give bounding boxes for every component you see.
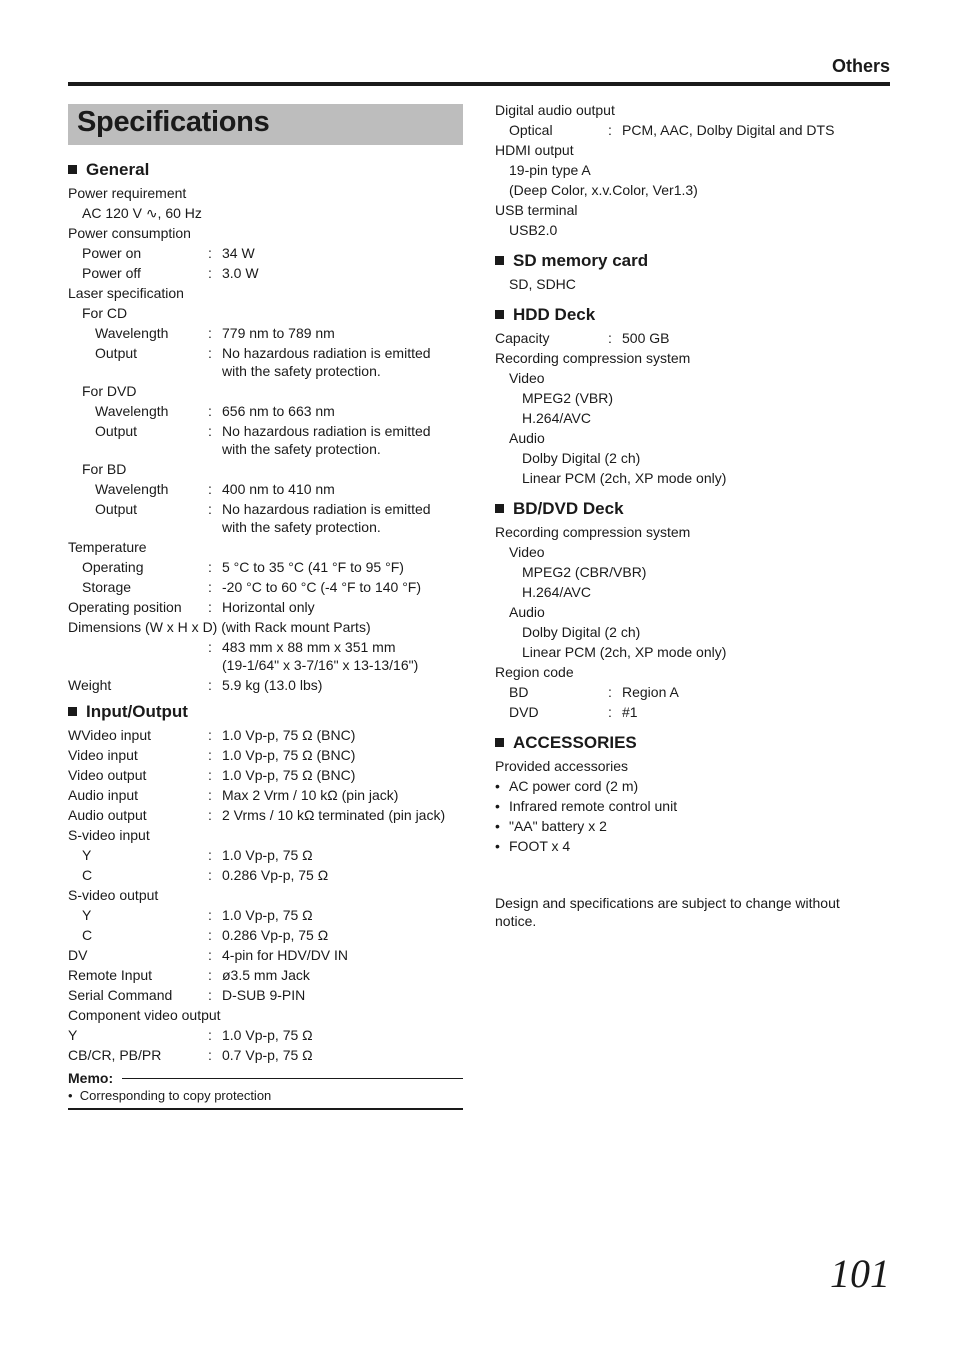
- spec-row: [495, 428, 890, 448]
- spec-label: MPEG2 (CBR/VBR): [522, 564, 647, 580]
- spec-separator: :: [208, 423, 212, 439]
- bd-specs: [495, 522, 890, 722]
- spec-separator: :: [208, 1047, 212, 1063]
- spec-row: [495, 408, 890, 428]
- spec-label: Output: [95, 501, 138, 517]
- spec-row: [68, 479, 463, 499]
- spec-label: For CD: [82, 305, 128, 321]
- spec-value: [222, 745, 355, 764]
- spec-row: [495, 448, 890, 468]
- spec-value-line: No hazardous radiation is emitted: [222, 501, 431, 517]
- spec-value: [222, 785, 398, 804]
- square-bullet-icon: [495, 504, 504, 513]
- spec-value: [222, 323, 335, 342]
- spec-value-line: 1.0 Vp-p, 75 Ω (BNC): [222, 767, 356, 783]
- spec-label: H.264/AVC: [522, 584, 591, 600]
- spec-row: [68, 223, 463, 243]
- spec-row: [68, 537, 463, 557]
- spec-label: Y: [82, 907, 92, 923]
- spec-separator: :: [208, 501, 212, 517]
- bullet-icon: •: [495, 818, 500, 834]
- spec-label: Audio: [509, 430, 545, 446]
- spec-separator: :: [208, 325, 212, 341]
- spec-label: Y: [82, 847, 92, 863]
- spec-separator: :: [208, 767, 212, 783]
- spec-row: [68, 401, 463, 421]
- spec-value-line: ø3.5 mm Jack: [222, 967, 310, 983]
- spec-row: [68, 597, 463, 617]
- section-label: Others: [831, 56, 890, 76]
- spec-label: CB/CR, PB/PR: [68, 1047, 162, 1063]
- spec-row: [495, 468, 890, 488]
- spec-separator: :: [208, 867, 212, 883]
- spec-label: Component video output: [68, 1007, 221, 1023]
- spec-row: [68, 885, 463, 905]
- spec-value: [222, 675, 322, 694]
- spec-label: Wavelength: [95, 481, 169, 497]
- spec-row: [68, 925, 463, 945]
- spec-value: [222, 597, 315, 616]
- memo-heading: Memo:: [68, 1070, 463, 1086]
- spec-label: HDMI output: [495, 142, 574, 158]
- spec-row: [68, 745, 463, 765]
- spec-value-line: #1: [622, 704, 638, 720]
- spec-row: [495, 522, 890, 542]
- accessories-list: [495, 776, 890, 856]
- spec-label: C: [82, 927, 93, 943]
- spec-row: [68, 905, 463, 925]
- spec-value-line: -20 °C to 60 °C (-4 °F to 140 °F): [222, 579, 422, 595]
- right-column: [495, 100, 890, 856]
- spec-value-line: 34 W: [222, 245, 255, 261]
- spec-label: Optical: [509, 122, 553, 138]
- square-bullet-icon: [68, 707, 77, 716]
- spec-separator: :: [208, 787, 212, 803]
- accessory-label: Infrared remote control unit: [509, 798, 678, 814]
- spec-separator: :: [208, 403, 212, 419]
- sd-heading: SD memory card: [495, 248, 890, 274]
- spec-row: [495, 562, 890, 582]
- spec-separator: :: [208, 847, 212, 863]
- spec-row: [68, 945, 463, 965]
- spec-row: [495, 274, 890, 294]
- spec-label: Temperature: [68, 539, 147, 555]
- spec-separator: :: [208, 1027, 212, 1043]
- spec-separator: :: [208, 967, 212, 983]
- spec-separator: :: [608, 122, 612, 138]
- spec-row: [68, 303, 463, 323]
- spec-separator: :: [208, 245, 212, 261]
- spec-label: Digital audio output: [495, 102, 615, 118]
- spec-label: Y: [68, 1027, 78, 1043]
- spec-label: For DVD: [82, 383, 137, 399]
- spec-label: AC 120 V ∿, 60 Hz: [82, 205, 202, 221]
- spec-label: Output: [95, 345, 138, 361]
- spec-label: SD, SDHC: [509, 276, 576, 292]
- accessories-heading: ACCESSORIES: [495, 730, 890, 756]
- spec-separator: :: [208, 345, 212, 361]
- accessory-label: "AA" battery x 2: [509, 818, 607, 834]
- bullet-icon: •: [495, 798, 500, 814]
- page-number: 101: [830, 1251, 890, 1296]
- spec-value-line: 2 Vrms / 10 kΩ terminated (pin jack): [222, 807, 446, 823]
- spec-label: MPEG2 (VBR): [522, 390, 614, 406]
- spec-value-line: 4-pin for HDV/DV IN: [222, 947, 349, 963]
- spec-row: [68, 845, 463, 865]
- spec-separator: :: [608, 704, 612, 720]
- spec-label: Audio input: [68, 787, 139, 803]
- bd-heading: BD/DVD Deck: [495, 496, 890, 522]
- spec-row: [68, 1025, 463, 1045]
- spec-label: Recording compression system: [495, 524, 691, 540]
- spec-value-line: 5 °C to 35 °C (41 °F to 95 °F): [222, 559, 404, 575]
- spec-row: [495, 120, 890, 140]
- spec-row: [495, 200, 890, 220]
- spec-value-line: with the safety protection.: [222, 363, 381, 379]
- spec-label: Recording compression system: [495, 350, 691, 366]
- spec-label: Video output: [68, 767, 147, 783]
- spec-label: Weight: [68, 677, 112, 693]
- spec-label: Audio output: [68, 807, 147, 823]
- memo-bottom-rule: [68, 1108, 463, 1110]
- spec-label: Video input: [68, 747, 138, 763]
- spec-row: [68, 381, 463, 401]
- spec-label: Operating position: [68, 599, 182, 615]
- spec-label: Linear PCM (2ch, XP mode only): [522, 644, 727, 660]
- spec-value: [622, 120, 834, 139]
- spec-row: [495, 682, 890, 702]
- square-bullet-icon: [495, 738, 504, 747]
- left-column: [68, 155, 463, 1065]
- square-bullet-icon: [495, 310, 504, 319]
- spec-value: [222, 499, 431, 536]
- spec-value: [622, 702, 638, 721]
- spec-value: [222, 765, 355, 784]
- spec-value-line: No hazardous radiation is emitted: [222, 423, 431, 439]
- spec-separator: :: [208, 265, 212, 281]
- spec-value: [222, 343, 431, 380]
- spec-value-line: D-SUB 9-PIN: [222, 987, 306, 1003]
- spec-row: [495, 582, 890, 602]
- spec-label: Audio: [509, 604, 545, 620]
- spec-value-line: 1.0 Vp-p, 75 Ω: [222, 907, 313, 923]
- spec-row: [495, 328, 890, 348]
- spec-separator: :: [208, 747, 212, 763]
- spec-separator: :: [208, 639, 212, 655]
- spec-label: C: [82, 867, 93, 883]
- accessory-label: AC power cord (2 m): [509, 778, 639, 794]
- spec-value: [222, 945, 348, 964]
- spec-value-line: 779 nm to 789 nm: [222, 325, 335, 341]
- spec-separator: :: [208, 559, 212, 575]
- spec-row: [495, 702, 890, 722]
- spec-value-line: 0.7 Vp-p, 75 Ω: [222, 1047, 313, 1063]
- spec-row: [495, 622, 890, 642]
- spec-separator: :: [208, 907, 212, 923]
- spec-value-line: 1.0 Vp-p, 75 Ω: [222, 847, 313, 863]
- spec-label: Video: [509, 370, 545, 386]
- spec-value: [222, 243, 255, 262]
- spec-row: [495, 388, 890, 408]
- spec-row: [495, 140, 890, 160]
- io-heading: Input/Output: [68, 699, 463, 725]
- spec-label: Linear PCM (2ch, XP mode only): [522, 470, 727, 486]
- spec-row: [68, 283, 463, 303]
- spec-value-line: Max 2 Vrm / 10 kΩ (pin jack): [222, 787, 399, 803]
- spec-value: [222, 805, 445, 824]
- general-specs: [68, 183, 463, 695]
- spec-label: Power on: [82, 245, 142, 261]
- spec-value: [222, 725, 355, 744]
- spec-label: USB terminal: [495, 202, 578, 218]
- spec-row: [68, 577, 463, 597]
- spec-row: [68, 459, 463, 479]
- spec-row: [68, 965, 463, 985]
- spec-label: Capacity: [495, 330, 550, 346]
- spec-row: [495, 662, 890, 682]
- spec-label: H.264/AVC: [522, 410, 591, 426]
- spec-row: [68, 765, 463, 785]
- spec-row: [68, 243, 463, 263]
- spec-value-line: (19-1/64" x 3-7/16" x 13-13/16"): [222, 657, 419, 673]
- spec-row: [495, 542, 890, 562]
- spec-value-line: 500 GB: [622, 330, 670, 346]
- spec-row: [495, 348, 890, 368]
- spec-label: Dolby Digital (2 ch): [522, 624, 641, 640]
- spec-row: [68, 1005, 463, 1025]
- spec-value-line: 1.0 Vp-p, 75 Ω (BNC): [222, 727, 356, 743]
- spec-value: [222, 479, 335, 498]
- spec-label: Wavelength: [95, 325, 169, 341]
- accessory-item: [495, 776, 890, 796]
- spec-value: [222, 557, 404, 576]
- spec-value-line: with the safety protection.: [222, 441, 381, 457]
- spec-value: [222, 577, 421, 596]
- spec-label: DV: [68, 947, 88, 963]
- spec-value-line: 483 mm x 88 mm x 351 mm: [222, 639, 396, 655]
- spec-value: [222, 965, 310, 984]
- accessory-item: [495, 816, 890, 836]
- bullet-icon: •: [495, 778, 500, 794]
- spec-value-line: 1.0 Vp-p, 75 Ω: [222, 1027, 313, 1043]
- spec-row: [495, 220, 890, 240]
- spec-separator: :: [208, 599, 212, 615]
- spec-row: [68, 203, 463, 223]
- spec-row: [495, 160, 890, 180]
- spec-value-line: 656 nm to 663 nm: [222, 403, 335, 419]
- accessories-intro: Provided accessories: [495, 758, 629, 774]
- header-rule: [68, 82, 890, 86]
- spec-label: (Deep Color, x.v.Color, Ver1.3): [509, 182, 698, 198]
- spec-row: [495, 100, 890, 120]
- spec-row: [68, 617, 463, 637]
- spec-row: [68, 183, 463, 203]
- spec-label: 19-pin type A: [509, 162, 591, 178]
- spec-row: [68, 499, 463, 537]
- square-bullet-icon: [495, 256, 504, 265]
- spec-label: Remote Input: [68, 967, 153, 983]
- spec-value: [622, 682, 679, 701]
- spec-separator: :: [608, 684, 612, 700]
- square-bullet-icon: [68, 165, 77, 174]
- memo-rule: [122, 1078, 463, 1079]
- spec-value-line: Horizontal only: [222, 599, 315, 615]
- spec-label: Power off: [82, 265, 141, 281]
- spec-row: [68, 785, 463, 805]
- spec-separator: :: [208, 481, 212, 497]
- spec-value: [622, 328, 669, 347]
- accessory-item: [495, 836, 890, 856]
- spec-row: [68, 263, 463, 283]
- memo-item: • Corresponding to copy protection: [68, 1088, 272, 1103]
- spec-label: Output: [95, 423, 138, 439]
- spec-row: [68, 323, 463, 343]
- spec-row: [68, 675, 463, 695]
- spec-value-line: with the safety protection.: [222, 519, 381, 535]
- spec-row: [68, 865, 463, 885]
- spec-separator: :: [208, 987, 212, 1003]
- spec-separator: :: [208, 947, 212, 963]
- spec-separator: :: [208, 677, 212, 693]
- spec-row: [68, 985, 463, 1005]
- spec-separator: :: [208, 807, 212, 823]
- memo-box: [68, 1070, 463, 1110]
- spec-value: [222, 637, 418, 674]
- spec-label: Dolby Digital (2 ch): [522, 450, 641, 466]
- spec-value: [222, 421, 431, 458]
- disclaimer-note: Design and specifications are subject to change without notice.: [495, 895, 840, 929]
- page-title: Specifications: [77, 106, 270, 138]
- spec-row: [68, 825, 463, 845]
- spec-label: Power requirement: [68, 185, 187, 201]
- spec-label: S-video output: [68, 887, 159, 903]
- spec-row: [68, 421, 463, 459]
- spec-label: Dimensions (W x H x D) (with Rack mount Parts): [68, 619, 371, 635]
- spec-value: [222, 263, 259, 282]
- spec-label: Laser specification: [68, 285, 184, 301]
- spec-label: BD: [509, 684, 529, 700]
- spec-value-line: 3.0 W: [222, 265, 259, 281]
- spec-value: [222, 1045, 313, 1064]
- spec-separator: :: [208, 927, 212, 943]
- spec-value: [222, 401, 335, 420]
- spec-value: [222, 905, 313, 924]
- spec-label: WVideo input: [68, 727, 152, 743]
- spec-value: [222, 845, 313, 864]
- digital-specs: [495, 100, 890, 240]
- spec-label: Wavelength: [95, 403, 169, 419]
- spec-row: [68, 557, 463, 577]
- spec-row: [495, 642, 890, 662]
- sd-specs: [495, 274, 890, 294]
- spec-value: [222, 865, 328, 884]
- spec-label: USB2.0: [509, 222, 558, 238]
- spec-label: Operating: [82, 559, 144, 575]
- spec-value-line: Region A: [622, 684, 679, 700]
- spec-row: [68, 1045, 463, 1065]
- spec-separator: :: [208, 579, 212, 595]
- spec-label: Video: [509, 544, 545, 560]
- spec-row: [68, 725, 463, 745]
- spec-separator: :: [608, 330, 612, 346]
- general-heading: General: [68, 157, 463, 183]
- hdd-specs: [495, 328, 890, 488]
- hdd-heading: HDD Deck: [495, 302, 890, 328]
- spec-row: [495, 368, 890, 388]
- spec-label: Power consumption: [68, 225, 191, 241]
- spec-label: Storage: [82, 579, 132, 595]
- spec-value-line: 400 nm to 410 nm: [222, 481, 335, 497]
- spec-row: [68, 343, 463, 381]
- spec-value: [222, 985, 305, 1004]
- title-banner: [68, 104, 463, 145]
- spec-label: For BD: [82, 461, 127, 477]
- spec-value-line: No hazardous radiation is emitted: [222, 345, 431, 361]
- spec-row: [68, 805, 463, 825]
- accessory-label: FOOT x 4: [509, 838, 571, 854]
- spec-value: [222, 1025, 313, 1044]
- spec-value: [222, 925, 328, 944]
- spec-row: [495, 602, 890, 622]
- spec-row: [68, 637, 463, 675]
- spec-row: [495, 180, 890, 200]
- spec-label: Serial Command: [68, 987, 173, 1003]
- spec-label: DVD: [509, 704, 539, 720]
- spec-value-line: 0.286 Vp-p, 75 Ω: [222, 867, 329, 883]
- spec-value-line: 5.9 kg (13.0 lbs): [222, 677, 323, 693]
- spec-label: Region code: [495, 664, 574, 680]
- spec-separator: :: [208, 727, 212, 743]
- bullet-icon: •: [495, 838, 500, 854]
- spec-value-line: 1.0 Vp-p, 75 Ω (BNC): [222, 747, 356, 763]
- spec-value-line: PCM, AAC, Dolby Digital and DTS: [622, 122, 835, 138]
- spec-label: S-video input: [68, 827, 150, 843]
- io-specs: [68, 725, 463, 1065]
- accessory-item: [495, 796, 890, 816]
- spec-value-line: 0.286 Vp-p, 75 Ω: [222, 927, 329, 943]
